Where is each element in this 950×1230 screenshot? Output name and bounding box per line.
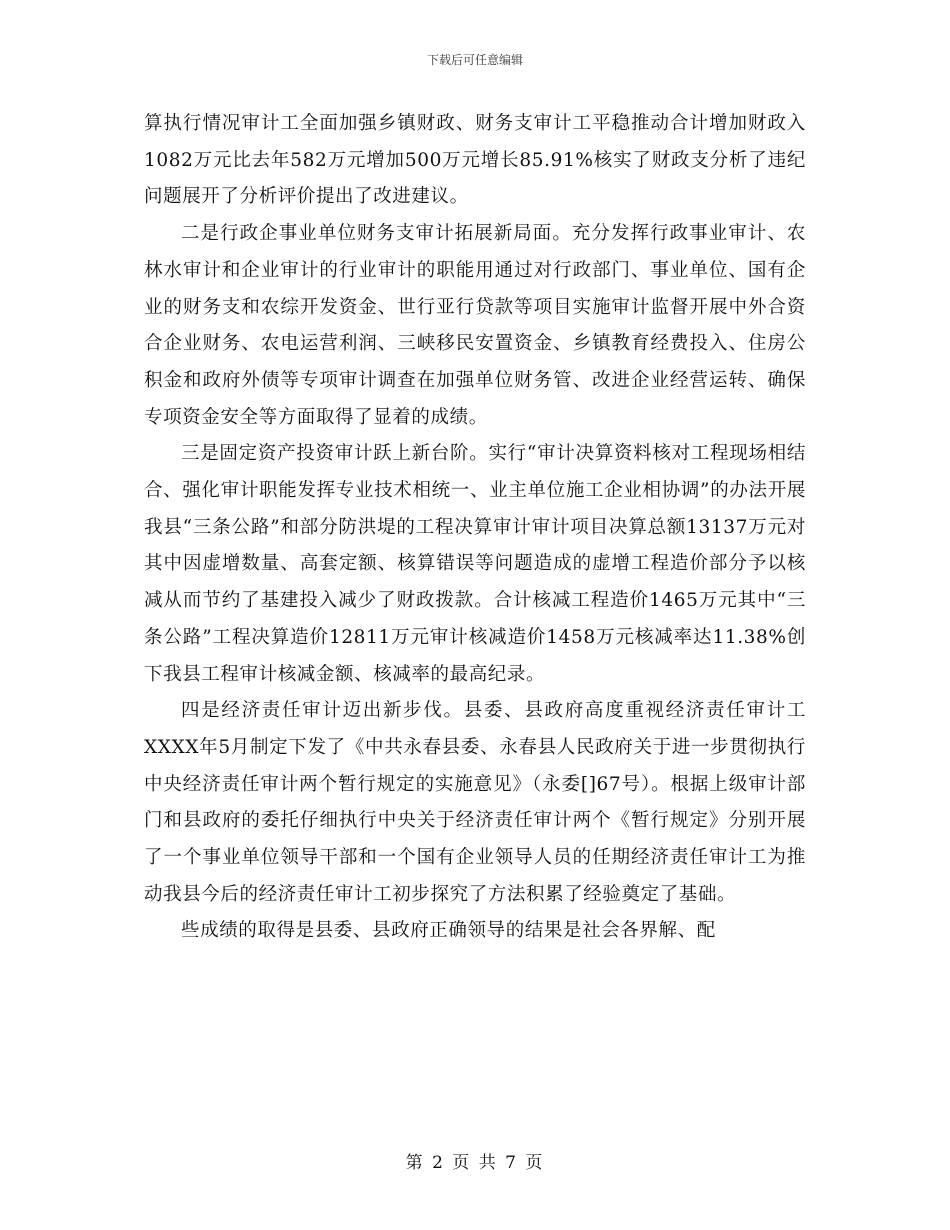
footer-suffix: 页 [525,1153,545,1173]
paragraph-administrative-audit: 二是行政企事业单位财务支审计拓展新局面。充分发挥行政事业审计、农林水审计和企业审计的行业审计的职能用通过对行政部门、事业单位、国有企业的财务支和农综开发资金、世行亚行贷款等项目实施审计监督开展中外合资合企业财务、农电运营利润、三峡移民安置资金、乡镇教育经费投入、住房公积金和政府外债等专项审计调查在加强单位财务管、改进企业经营运转、确保专项资金安全等方面取得了显着的成绩。 [144,223,806,428]
header-text: 下载后可任意编辑 [426,53,523,67]
footer-prefix: 第 [405,1153,425,1173]
footer-total-pages: 7 [505,1153,518,1173]
footer-middle: 页 共 [452,1153,498,1173]
paragraph-economic-responsibility-audit: 四是经济责任审计迈出新步伐。县委、县政府高度重视经济责任审计工XXXX年5月制定下发了《中共永春县委、永春县人民政府关于进一步贯彻执行中央经济责任审计两个暂行规定的实施意见》（永委[]67号）。根据上级审计部门和县政府的委托仔细执行中央关于经济责任审计两个《暂行规定》分别开展了一个事业单位领导干部和一个国有企业领导人员的任期经济责任审计工为推动我县今后的经济责任审计工初步探究了方法积累了经验奠定了基础。 [144,700,806,905]
paragraph-achievements: 些成绩的取得是县委、县政府正确领导的结果是社会各界解、配 [181,920,716,942]
page-header [0,52,950,68]
paragraph-continuation: 算执行情况审计工全面加强乡镇财政、财务支审计工平稳推动合计增加财政入1082万元比去年582万元增加500万元增长85.91%核实了财政支分析了违纪问题展开了分析评价提出了改进建议。 [144,113,806,208]
page-footer [0,1152,950,1174]
footer-current-page: 2 [432,1153,445,1173]
paragraph-fixed-asset-audit: 三是固定资产投资审计跃上新台阶。实行“审计决算资料核对工程现场相结合、强化审计职能发挥专业技术相统一、业主单位施工企业相协调”的办法开展我县“三条公路”和部分防洪堤的工程决算审计审计项目决算总额13137万元对其中因虚增数量、高套定额、核算错误等问题造成的虚增工程造价部分予以核减从而节约了基建投入减少了财政拨款。合计核减工程造价1465万元其中“三条公路”工程决算造价12811万元审计核减造价1458万元核减率达11.38%创下我县工程审计核减金额、核减率的最高纪录。 [144,443,806,685]
document-body [144,106,806,950]
